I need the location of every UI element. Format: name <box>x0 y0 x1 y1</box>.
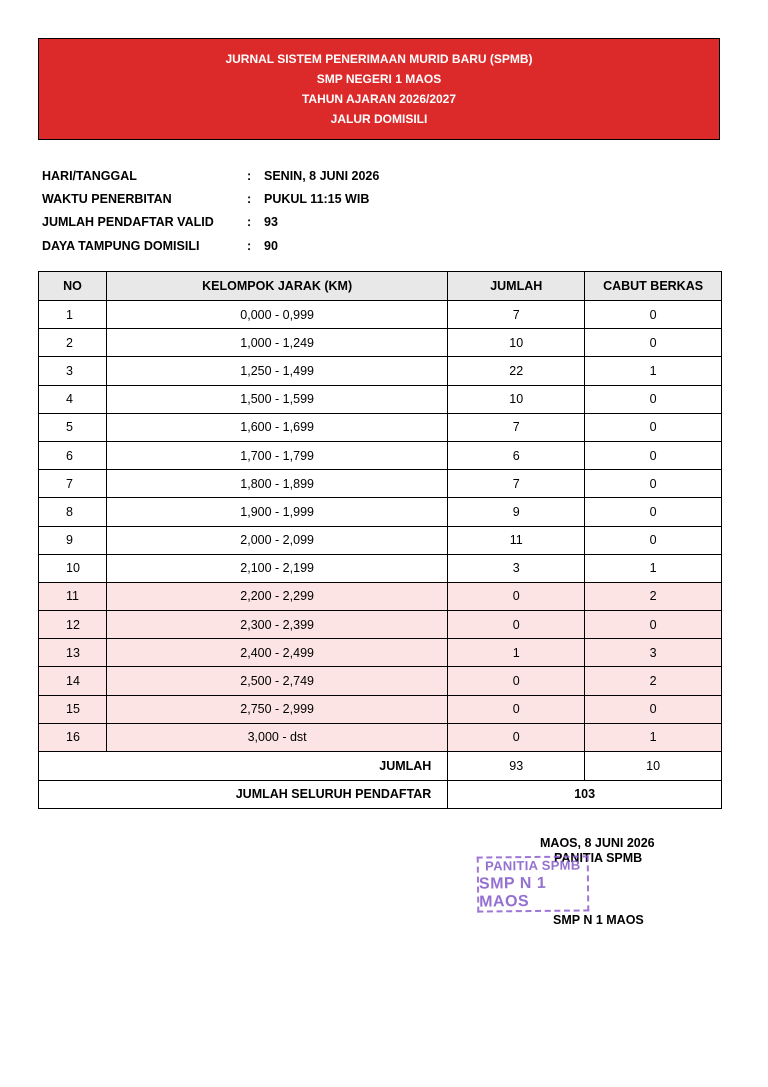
table-row <box>39 498 722 526</box>
header-school: SMP NEGERI 1 MAOS <box>316 72 442 86</box>
row-no: 5 <box>39 413 107 441</box>
table-body <box>39 301 722 809</box>
row-distance-range: 1,600 - 1,699 <box>106 413 447 441</box>
row-distance-range: 1,250 - 1,499 <box>106 357 447 385</box>
stamp-line1: PANITIA SPMB <box>485 857 581 873</box>
info-row-date <box>42 164 379 187</box>
row-no: 6 <box>39 441 107 469</box>
row-distance-range: 1,900 - 1,999 <box>106 498 447 526</box>
row-distance-range: 3,000 - dst <box>106 723 447 751</box>
row-count: 6 <box>448 441 585 469</box>
row-distance-range: 2,300 - 2,399 <box>106 611 447 639</box>
sum-label: JUMLAH <box>39 752 448 781</box>
row-count: 0 <box>448 611 585 639</box>
row-no: 14 <box>39 667 107 695</box>
row-withdrawn: 1 <box>585 357 722 385</box>
row-count: 7 <box>448 470 585 498</box>
row-count: 22 <box>448 357 585 385</box>
row-withdrawn: 0 <box>585 329 722 357</box>
document-header <box>38 38 720 140</box>
table-row <box>39 385 722 413</box>
header-no: NO <box>39 272 107 301</box>
info-colon: : <box>247 238 252 253</box>
info-colon: : <box>247 168 252 183</box>
row-distance-range: 2,500 - 2,749 <box>106 667 447 695</box>
row-withdrawn: 0 <box>585 301 722 329</box>
stamp-line2: SMP N 1 MAOS <box>478 874 547 911</box>
table-row <box>39 526 722 554</box>
row-no: 12 <box>39 611 107 639</box>
sum-count: 93 <box>448 752 585 781</box>
info-label: JUMLAH PENDAFTAR VALID <box>42 215 214 230</box>
row-count: 10 <box>448 329 585 357</box>
header-count: JUMLAH <box>448 272 585 301</box>
row-withdrawn: 0 <box>585 695 722 723</box>
row-count: 10 <box>448 385 585 413</box>
info-row-time <box>42 187 379 210</box>
row-withdrawn: 1 <box>585 723 722 751</box>
row-distance-range: 1,800 - 1,899 <box>106 470 447 498</box>
info-row-capacity <box>42 234 379 257</box>
table-row <box>39 723 722 751</box>
table-row <box>39 611 722 639</box>
row-count: 0 <box>448 667 585 695</box>
row-distance-range: 1,500 - 1,599 <box>106 385 447 413</box>
info-colon: : <box>247 215 252 230</box>
row-count: 0 <box>448 695 585 723</box>
info-value: PUKUL 11:15 WIB <box>264 191 370 206</box>
row-distance-range: 2,100 - 2,199 <box>106 554 447 582</box>
header-title: JURNAL SISTEM PENERIMAAN MURID BARU (SPMB) <box>225 52 533 66</box>
row-withdrawn: 2 <box>585 582 722 610</box>
total-label: JUMLAH SELURUH PENDAFTAR <box>39 780 448 809</box>
signature-place-date: MAOS, 8 JUNI 2026 <box>540 836 655 850</box>
table-row <box>39 329 722 357</box>
row-no: 3 <box>39 357 107 385</box>
row-distance-range: 2,000 - 2,099 <box>106 526 447 554</box>
official-stamp <box>477 855 590 912</box>
row-distance-range: 1,700 - 1,799 <box>106 441 447 469</box>
row-withdrawn: 0 <box>585 498 722 526</box>
row-withdrawn: 0 <box>585 526 722 554</box>
row-count: 1 <box>448 639 585 667</box>
table-row <box>39 470 722 498</box>
row-distance-range: 0,000 - 0,999 <box>106 301 447 329</box>
row-no: 11 <box>39 582 107 610</box>
row-distance-range: 2,200 - 2,299 <box>106 582 447 610</box>
row-withdrawn: 1 <box>585 554 722 582</box>
row-withdrawn: 2 <box>585 667 722 695</box>
row-withdrawn: 0 <box>585 413 722 441</box>
info-section <box>42 164 379 257</box>
info-value: 93 <box>264 215 278 230</box>
table-row <box>39 357 722 385</box>
row-count: 9 <box>448 498 585 526</box>
row-withdrawn: 0 <box>585 470 722 498</box>
info-row-valid-applicants <box>42 211 379 234</box>
info-label: HARI/TANGGAL <box>42 168 137 183</box>
table-row <box>39 667 722 695</box>
info-value: 90 <box>264 238 278 253</box>
row-distance-range: 2,400 - 2,499 <box>106 639 447 667</box>
row-no: 2 <box>39 329 107 357</box>
table-row <box>39 554 722 582</box>
table-row <box>39 301 722 329</box>
row-count: 7 <box>448 413 585 441</box>
sum-withdrawn: 10 <box>585 752 722 781</box>
row-count: 3 <box>448 554 585 582</box>
row-withdrawn: 0 <box>585 441 722 469</box>
row-no: 13 <box>39 639 107 667</box>
table-row <box>39 582 722 610</box>
row-no: 10 <box>39 554 107 582</box>
total-value: 103 <box>448 780 722 809</box>
sum-row <box>39 752 722 781</box>
total-row <box>39 780 722 809</box>
header-academic-year: TAHUN AJARAN 2026/2027 <box>301 92 457 106</box>
table-row <box>39 441 722 469</box>
row-withdrawn: 0 <box>585 385 722 413</box>
header-withdrawn: CABUT BERKAS <box>585 272 722 301</box>
table-row <box>39 413 722 441</box>
row-no: 4 <box>39 385 107 413</box>
row-count: 0 <box>448 582 585 610</box>
row-no: 8 <box>39 498 107 526</box>
row-no: 1 <box>39 301 107 329</box>
info-label: WAKTU PENERBITAN <box>42 191 172 206</box>
row-count: 0 <box>448 723 585 751</box>
signature-school: SMP N 1 MAOS <box>553 913 644 927</box>
signature-committee: PANITIA SPMB <box>554 851 643 865</box>
row-count: 11 <box>448 526 585 554</box>
row-no: 9 <box>39 526 107 554</box>
row-no: 7 <box>39 470 107 498</box>
info-colon: : <box>247 191 252 206</box>
table-row <box>39 639 722 667</box>
info-label: DAYA TAMPUNG DOMISILI <box>42 238 200 253</box>
table-header-row <box>39 272 722 301</box>
row-no: 15 <box>39 695 107 723</box>
header-distance-group: KELOMPOK JARAK (KM) <box>106 272 447 301</box>
row-distance-range: 1,000 - 1,249 <box>106 329 447 357</box>
distance-table <box>38 271 722 809</box>
row-withdrawn: 0 <box>585 611 722 639</box>
header-admission-path: JALUR DOMISILI <box>330 112 428 126</box>
row-count: 7 <box>448 301 585 329</box>
table-row <box>39 695 722 723</box>
row-withdrawn: 3 <box>585 639 722 667</box>
row-no: 16 <box>39 723 107 751</box>
info-value: SENIN, 8 JUNI 2026 <box>264 168 380 183</box>
row-distance-range: 2,750 - 2,999 <box>106 695 447 723</box>
